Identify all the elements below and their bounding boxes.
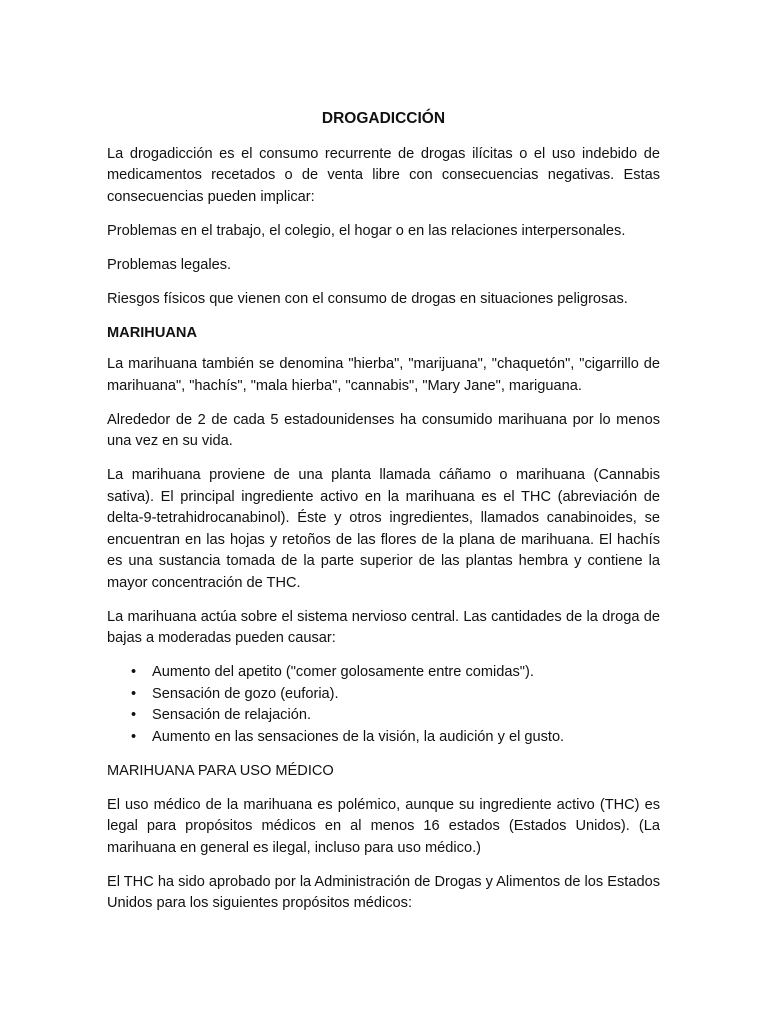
- medical-heading: MARIHUANA PARA USO MÉDICO: [107, 762, 334, 779]
- list-item: [107, 705, 660, 727]
- document-title: DROGADICCIÓN: [321, 110, 446, 127]
- document-page: [107, 108, 660, 927]
- list-item: [107, 727, 660, 749]
- consequence-2: Problemas legales.: [107, 256, 232, 273]
- bullet-icon: •: [131, 685, 137, 702]
- marihuana-paragraph-effects-intro: La marihuana actúa sobre el sistema nervioso central. Las cantidades de la droga de bajas a moderadas pueden causar:: [107, 608, 660, 646]
- marihuana-paragraph-statistics: Alrededor de 2 de cada 5 estadounidenses ha consumido marihuana por lo menos una vez en su vida.: [107, 411, 660, 449]
- effects-list: [107, 662, 660, 748]
- medical-paragraph-fda: El THC ha sido aprobado por la Administración de Drogas y Alimentos de los Estados Unidos para los siguientes propósitos médicos:: [107, 873, 660, 911]
- list-item: [107, 662, 660, 684]
- effect-text: Aumento del apetito ("comer golosamente entre comidas").: [152, 664, 534, 680]
- marihuana-heading: MARIHUANA: [107, 324, 197, 341]
- medical-paragraph-legal: El uso médico de la marihuana es polémico, aunque su ingrediente activo (THC) es legal para propósitos médicos en al menos 16 estados (Estados Unidos). (La marihuana en general es ilegal, incluso para uso médico.): [107, 796, 660, 856]
- bullet-icon: •: [131, 728, 137, 745]
- marihuana-paragraph-names: La marihuana también se denomina "hierba", "marijuana", "chaquetón", "cigarrillo de marihuana", "hachís", "mala hierba", "cannabis", "Mary Jane", mariguana.: [107, 356, 660, 394]
- marihuana-paragraph-origin: La marihuana proviene de una planta llamada cáñamo o marihuana (Cannabis sativa). El principal ingrediente activo en la marihuana es el THC (abreviación de delta-9-tetrahidrocanabinol). Éste y otros ingredientes, llamados canabinoides, se encuentran en las hojas y retoños de las flores de la plana de marihuana. El hachís es una sustancia tomada de la parte superior de las plantas hembra y contiene la mayor concentración de THC.: [107, 467, 660, 591]
- bullet-icon: •: [131, 664, 137, 680]
- list-item: [107, 684, 660, 706]
- consequence-1: Problemas en el trabajo, el colegio, el hogar o en las relaciones interpersonales.: [107, 222, 626, 239]
- effect-text: Sensación de gozo (euforia).: [152, 685, 339, 702]
- effect-text: Aumento en las sensaciones de la visión, la audición y el gusto.: [152, 728, 565, 745]
- intro-paragraph: La drogadicción es el consumo recurrente de drogas ilícitas o el uso indebido de medicamentos recetados o de venta libre con consecuencias negativas. Estas consecuencias pueden implicar:: [107, 145, 660, 205]
- bullet-icon: •: [131, 707, 137, 723]
- effect-text: Sensación de relajación.: [152, 707, 312, 723]
- consequence-3: Riesgos físicos que vienen con el consumo de drogas en situaciones peligrosas.: [107, 290, 628, 307]
